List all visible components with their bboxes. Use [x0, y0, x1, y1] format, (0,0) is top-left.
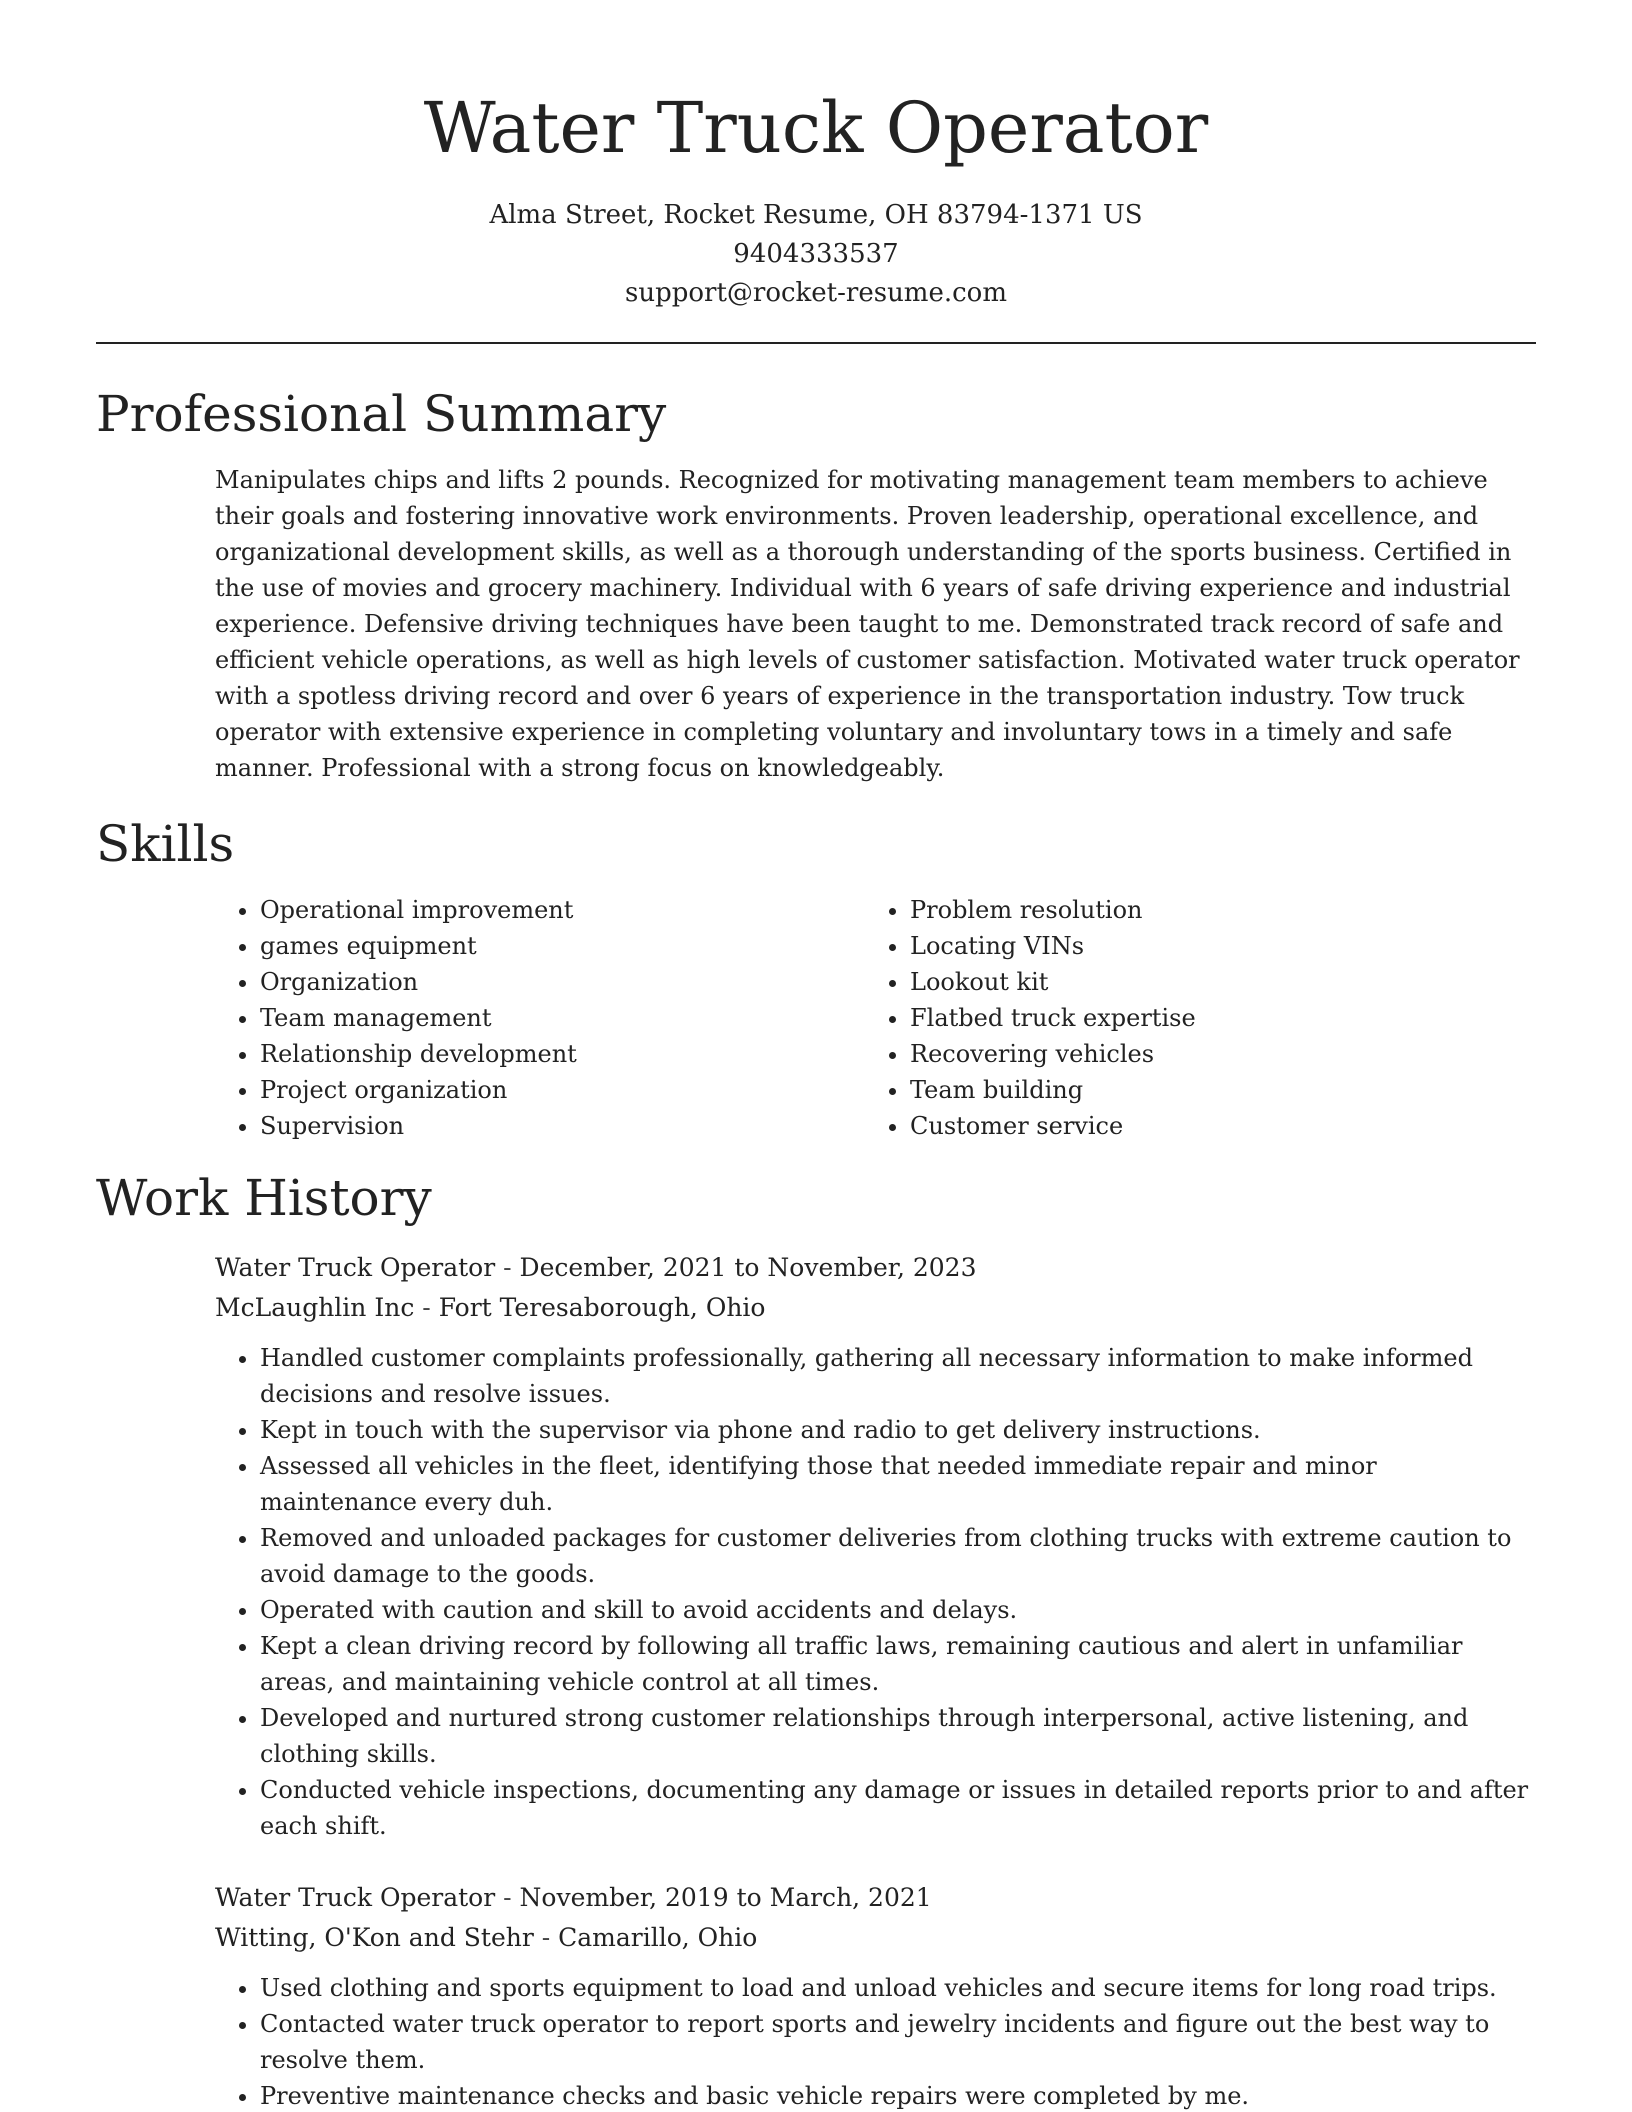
skill-item: • Supervision	[260, 1108, 865, 1144]
job-company: Witting, O'Kon and Stehr	[215, 1923, 534, 1952]
job-entry	[215, 1878, 1535, 2112]
job-location: Fort Teresaborough, Ohio	[438, 1293, 766, 1322]
job-duty: • Removed and unloaded packages for customer deliveries from clothing trucks with extreme caution to avoid damage to the goods.	[260, 1520, 1535, 1592]
summary-heading: Professional Summary	[96, 385, 667, 443]
job-duty: • Contacted water truck operator to report sports and jewelry incidents and figure out the best way to resolve them.	[260, 2006, 1535, 2078]
job-duty: • Used clothing and sports equipment to load and unload vehicles and secure items for long road trips.	[260, 1970, 1535, 2006]
job-duty: • Preventive maintenance checks and basic vehicle repairs were completed by me.	[260, 2078, 1535, 2112]
job-company: McLaughlin Inc	[215, 1293, 415, 1322]
skill-item: • Recovering vehicles	[910, 1036, 1515, 1072]
job-entry	[215, 1248, 1535, 1844]
skill-item: • Customer service	[910, 1108, 1515, 1144]
job-duty: • Conducted vehicle inspections, documenting any damage or issues in detailed reports prior to and after each shift.	[260, 1772, 1535, 1844]
job-title-line: Water Truck Operator - November, 2019 to March, 2021	[215, 1883, 932, 1912]
job-dates: December, 2021 to November, 2023	[519, 1253, 977, 1282]
resume-header	[0, 0, 1632, 313]
skills-list-left	[215, 892, 865, 1144]
job-duty: • Operated with caution and skill to avoid accidents and delays.	[260, 1592, 1535, 1628]
job-role: Water Truck Operator	[215, 1253, 496, 1282]
job-title-line: Water Truck Operator - December, 2021 to November, 2023	[215, 1253, 977, 1282]
job-dates: November, 2019 to March, 2021	[519, 1883, 932, 1912]
job-role: Water Truck Operator	[215, 1883, 496, 1912]
skill-item: • Locating VINs	[910, 928, 1515, 964]
job-duties	[215, 1340, 1535, 1844]
summary-text: Manipulates chips and lifts 2 pounds. Recognized for motivating management team members to achieve their goals and fostering innovative work environments. Proven leadership, operational excellence, and organizational development skills, as well as a thorough understanding of the sports business. Certified in the use of movies and grocery machinery. Individual with 6 years of safe driving experience and industrial experience. Defensive driving techniques have been taught to me. Demonstrated track record of safe and efficient vehicle operations, as well as high levels of customer satisfaction. Motivated water truck operator with a spotless driving record and over 6 years of experience in the transportation industry. Tow truck operator with extensive experience in completing voluntary and involuntary tows in a timely and safe manner. Professional with a strong focus on knowledgeably.	[215, 466, 1520, 782]
skill-item: • Organization	[260, 964, 865, 1000]
work-history-heading: Work History	[96, 1169, 432, 1227]
skills-section	[215, 892, 1535, 1144]
candidate-name: Water Truck Operator	[423, 87, 1209, 169]
address: Alma Street, Rocket Resume, OH 83794-1371 US	[489, 200, 1143, 230]
skill-item: • Lookout kit	[910, 964, 1515, 1000]
job-duty: • Assessed all vehicles in the fleet, identifying those that needed immediate repair and minor maintenance every duh.	[260, 1448, 1535, 1520]
job-company-line: McLaughlin Inc - Fort Teresaborough, Ohio	[215, 1293, 766, 1322]
email: support@rocket-resume.com	[624, 278, 1007, 308]
work-history-section	[215, 1248, 1535, 2112]
job-duties	[215, 1970, 1535, 2112]
summary-section	[215, 462, 1535, 786]
skills-columns	[215, 892, 1535, 1144]
skill-item: • Flatbed truck expertise	[910, 1000, 1515, 1036]
header-divider	[96, 342, 1536, 344]
job-duty: • Kept a clean driving record by following all traffic laws, remaining cautious and alert in unfamiliar areas, and maintaining vehicle control at all times.	[260, 1628, 1535, 1700]
phone: 9404333537	[733, 239, 899, 269]
skills-list-right	[865, 892, 1515, 1144]
skill-item: • Operational improvement	[260, 892, 865, 928]
job-company-line: Witting, O'Kon and Stehr - Camarillo, Ohio	[215, 1923, 758, 1952]
contact-info	[0, 196, 1632, 313]
skill-item: • Team building	[910, 1072, 1515, 1108]
job-duty: • Developed and nurtured strong customer relationships through interpersonal, active listening, and clothing skills.	[260, 1700, 1535, 1772]
skill-item: • Team management	[260, 1000, 865, 1036]
job-duty: • Handled customer complaints professionally, gathering all necessary information to make informed decisions and resolve issues.	[260, 1340, 1535, 1412]
skills-heading: Skills	[96, 815, 235, 873]
skill-item: • Problem resolution	[910, 892, 1515, 928]
job-location: Camarillo, Ohio	[558, 1923, 758, 1952]
skill-item: • games equipment	[260, 928, 865, 964]
skill-item: • Relationship development	[260, 1036, 865, 1072]
skill-item: • Project organization	[260, 1072, 865, 1108]
job-duty: • Kept in touch with the supervisor via phone and radio to get delivery instructions.	[260, 1412, 1535, 1448]
